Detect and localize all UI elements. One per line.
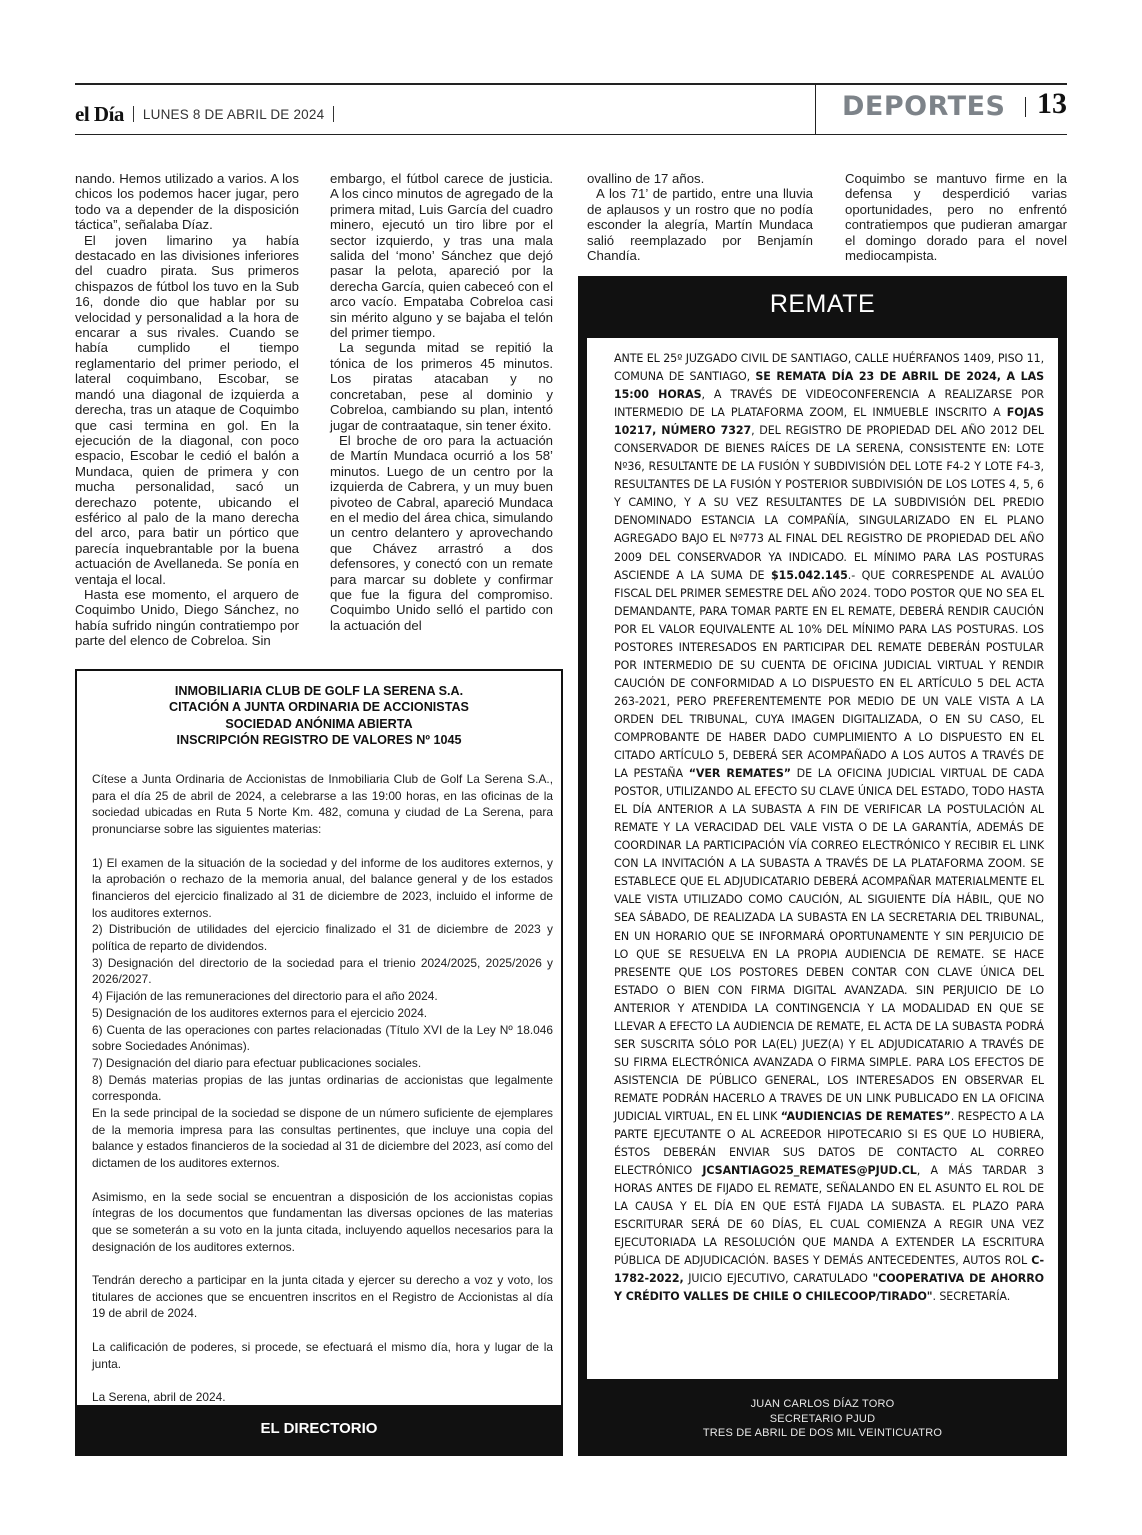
auction-text-bold: SE REMATA DÍA 23 DE ABRIL DE 2024, A LAS 15:00 HORAS	[614, 370, 1045, 402]
auction-text-bold: “AUDIENCIAS DE REMATES”	[780, 1109, 951, 1123]
notice-company: INMOBILIARIA CLUB DE GOLF LA SERENA S.A.	[174, 684, 464, 698]
section-title: DEPORTES	[842, 91, 1006, 122]
auction-text-run: . RESPECTO A LA PARTE EJECUTANTE O AL ACREEDOR HIPOTECARIO SI ES QUE LO HUBIERA, ÉSTOS DEBERÁN ENVIAR SUS DATOS DE CONTACTO AL CORREO ELECTRÓNICO	[614, 1109, 1044, 1178]
agenda-item: 5) Designación de los auditores externos para el ejercicio 2024.	[92, 1005, 428, 1020]
auction-text-bold: FOJAS 10217, NÚMERO 7327	[614, 406, 1044, 438]
notice-body	[92, 771, 553, 1406]
article-column-1	[75, 171, 299, 649]
article-column-3	[587, 171, 813, 263]
auction-title: REMATE	[769, 290, 876, 318]
notice-registry: INSCRIPCIÓN REGISTRO DE VALORES Nº 1045	[176, 733, 462, 748]
auction-text-run: .- QUE CORRESPENDE AL AVALÚO FISCAL DEL PRIMER SEMESTRE DEL AÑO 2024. TODO POSTOR QUE NO SEA EL DEMANDANTE, PARA TOMAR PARTE EN EL REMATE, DEBERÁ RENDIR CAUCIÓN POR EL VALOR EQUIVALENTE AL 10% DEL MÍNIMO PARA LAS POSTURAS. LOS POSTORES INTERESADOS EN PARTICIPAR DEL REMATE DEBERÁN POSTULAR POR INTERMEDIO DE SU CUENTA DE OFICINA JUDICIAL VIRTUAL Y RENDIR CAUCIÓN DE CONFORMIDAD A LO DISPUESTO EN EL ARTÍCULO 5 DEL ACTA 263-2021, PERO PREFERENTEMENTE POR MEDIO DE UN VALE VISTA A LA ORDEN DEL TRIBUNAL, CUYA IMAGEN DIGITALIZADA, O EN SU CASO, EL COMPROBANTE DE HABER DADO CUMPLIMIENTO A LO DISPUESTO EN EL CITADO ARTÍCULO 5, DEBERÁ SER ACOMPAÑADO A LOS AUTOS A TRAVÉS DE LA PESTAÑA	[614, 568, 1044, 781]
signatory-name: JUAN CARLOS DÍAZ TORO	[750, 1398, 895, 1410]
notice-intro: Cítese a Junta Ordinaria de Accionistas de Inmobiliaria Club de Golf La Serena S.A., para el día 25 de abril de 2024, a celebrarse a las 19:00 horas, en las oficinas de la sociedad ubicadas en Ruta 5 Norte Km. 482, comuna y ciudad de La Serena, para pronunciarse sobre las siguientes materias:	[92, 772, 553, 837]
auction-notice	[578, 276, 1067, 1456]
masthead	[75, 102, 343, 126]
signature-date: TRES DE ABRIL DE DOS MIL VEINTICUATRO	[702, 1427, 943, 1439]
article-paragraph: El broche de oro para la actuación de Martín Mundaca ocurrió a los 58’ minutos. Luego de un centro por la izquierda de Cabrera, y un muy buen pivoteo de Cabral, apareció Mundaca en el medio del área chica, simulando un centro delantero y aprovechando que Chávez arrastró a dos defensores, y conectó con un remate para marcar su doblete y confirmar que fue la figura del compromiso. Coquimbo Unido selló el partido con la actuación del	[330, 432, 553, 633]
auction-text-bold: C-1782-2022,	[614, 1254, 1044, 1286]
auction-text-run: JUICIO EJECUTIVO, CARATULADO	[683, 1272, 873, 1286]
agenda-item: 3) Designación del directorio de la sociedad para el trienio 2024/2025, 2025/2026 y 2026/2027.	[92, 955, 553, 987]
notice-citation: CITACIÓN A JUNTA ORDINARIA DE ACCIONISTAS	[169, 700, 469, 715]
article-paragraph: A los 71’ de partido, entre una lluvia de aplausos y un rostro que no podía esconder la alegría, Martín Mundaca salió reemplazado por Benjamín Chandía.	[587, 186, 813, 264]
article-paragraph: embargo, el fútbol carece de justicia. A los cinco minutos de agregado de la primera mitad, Luis García del cuadro minero, ejecutó un tiro libre por el sector izquierdo, y tras una mala salida del ‘mono’ Sánchez que dejó pasar la pelota, apareció por la derecha García, quien cabeceó con el arco vacío. Empataba Cobreloa casi sin mérito alguno y se bajaba el telón del primer tiempo.	[330, 171, 553, 341]
article-paragraph: La segunda mitad se repitió la tónica de los primeros 45 minutos. Los piratas atacaban y no concretaban, pese al dominio y Cobreloa, cambiando su plan, intentó jugar de contraataque, sin tener éxito.	[330, 340, 553, 433]
agenda-item: 2) Distribución de utilidades del ejercicio finalizado el 31 de diciembre de 2023 y política de reparto de dividendos.	[92, 922, 553, 954]
auction-signature	[578, 1397, 1067, 1441]
agenda-item: 7) Designación del diario para efectuar publicaciones sociales.	[92, 1055, 422, 1070]
agenda-item: 6) Cuenta de las operaciones con partes relacionadas (Título XVI de la Ley Nº 18.046 sobre Sociedades Anónimas).	[92, 1022, 553, 1054]
issue-date: LUNES 8 DE ABRIL DE 2024	[142, 106, 325, 122]
agenda-item: 8) Demás materias propias de las juntas ordinarias de accionistas que legalmente corresponda.	[92, 1072, 553, 1104]
notice-place-date: La Serena, abril de 2024.	[92, 1389, 226, 1404]
auction-text-run: , A TRAVÉS DE VIDEOCONFERENCIA A REALIZARSE POR INTERMEDIO DE LA PLATAFORMA ZOOM, EL INMUEBLE INSCRITO A	[614, 388, 1044, 420]
article-paragraph: nando. Hemos utilizado a varios. A los chicos los podemos hacer jugar, pero todo va a depender de la disposición táctica”, señalaba Díaz.	[75, 171, 299, 233]
notice-heading	[77, 683, 561, 749]
article-paragraph: ovallino de 17 años.	[587, 171, 705, 186]
signatory-title: SECRETARIO PJUD	[769, 1412, 876, 1425]
auction-text-run: ANTE EL 25º JUZGADO CIVIL DE SANTIAGO, CALLE HUÉRFANOS 1409, PISO 11, COMUNA DE SANTIAGO,	[614, 352, 1044, 384]
auction-text-bold: JCSANTIAGO25_REMATES@PJUD.CL	[702, 1164, 917, 1178]
notice-paragraph: En la sede principal de la sociedad se dispone de un número suficiente de ejemplares de la memoria impresa para las consultas pertinentes, que incluye una copia del balance y estados financieros de la sociedad al 31 de diciembre del 2023, así como del dictamen de los auditores externos.	[92, 1106, 553, 1171]
auction-text	[614, 350, 1044, 1306]
article-paragraph: Hasta ese momento, el arquero de Coquimbo Unido, Diego Sánchez, no había sufrido ningún contratiempo por parte del elenco de Cobreloa. Sin	[75, 586, 299, 649]
auction-text-run: , A MÁS TARDAR 3 HORAS ANTES DE FIJADO EL REMATE, SEÑALANDO EN EL ASUNTO EL ROL DE LA CAUSA Y EL DÍA EN QUE ESTÁ FIJADA LA SUBASTA. EL PLAZO PARA ESCRITURAR SERÁ DE 60 DÍAS, EL CUAL COMIENZA A REGIR UNA VEZ EJECUTORIADA LA RESOLUCIÓN QUE MANDA A EXTENDER LA ESCRITURA PÚBLICA DE ADJUDICACIÓN. BASES Y DEMÁS ANTECEDENTES, AUTOS ROL	[614, 1164, 1044, 1268]
notice-paragraph: Tendrán derecho a participar en la junta citada y ejercer su derecho a voz y voto, los titulares de acciones que se encuentren inscritos en el Registro de Accionistas al día 19 de abril de 2024.	[92, 1273, 553, 1321]
auction-text-bold: $15.042.145	[770, 568, 848, 582]
agenda-item: 4) Fijación de las remuneraciones del directorio para el año 2024.	[92, 989, 438, 1004]
notice-paragraph: Asimismo, en la sede social se encuentran a disposición de los accionistas copias íntegras de los documentos que fundamentan las diversas opciones de las materias que se someterán a su voto en la junta citada, incluyendo aquellos necesarios para la designación de los auditores externos.	[92, 1189, 553, 1254]
header-separator	[333, 106, 334, 122]
auction-text-bold: "COOPERATIVA DE AHORRO Y CRÉDITO VALLES DE CHILE O CHILECOOP/TIRADO"	[614, 1272, 1044, 1304]
page-number: 13	[1037, 87, 1067, 120]
shareholders-meeting-notice	[75, 669, 563, 1456]
auction-text-bold: “VER REMATES”	[688, 767, 791, 781]
page-number-separator	[1025, 97, 1026, 117]
notice-paragraph: La calificación de poderes, si procede, se efectuará el mismo día, hora y lugar de la junta.	[92, 1339, 553, 1371]
auction-body-box	[587, 338, 1058, 1379]
auction-text-run: . SECRETARÍA.	[932, 1290, 1011, 1304]
article-column-2	[330, 171, 553, 633]
agenda-item: 1) El examen de la situación de la sociedad y del informe de los auditores externos, y la aprobación o rechazo de la memoria anual, del balance general y de los estados financieros del ejercicio finalizado al 31 de diciembre de 2023, incluido el informe de los auditores externos.	[92, 855, 553, 920]
header-divider	[815, 84, 816, 135]
header-separator	[133, 106, 134, 122]
article-column-4	[845, 171, 1067, 263]
article-paragraph: El joven limarino ya había destacado en las divisiones inferiores del cuadro pirata. Sus primeros chispazos de fútbol los tuvo en la Sub 16, donde dio que hablar por su velocidad y personalidad a la hora de encarar a sus rivales. Cuando se había cumplido el tiempo reglamentario del primer periodo, el lateral coquimbano, Escobar, se mandó una diagonal de izquierda a derecha, tras un ataque de Coquimbo que casi termina en gol. En la ejecución de la diagonal, con poco espacio, Escobar le cedió el balón a Mundaca, quien de primera y con mucha personalidad, sacó un derechazo potente, ubicando el esférico al palo de la mano derecha del arco, para batir un pórtico que parecía inquebrantable por la buena actuación de Avellaneda. Se ponía en ventaja el local.	[75, 232, 299, 587]
header-bottom-rule	[75, 134, 1067, 135]
header-top-rule	[75, 83, 1067, 85]
article-paragraph: Coquimbo se mantuvo firme en la defensa y desperdició varias oportunidades, pero no enfrentó contratiempos que pudieran amargar el domingo dorado para el novel mediocampista.	[845, 171, 1067, 264]
notice-company-type: SOCIEDAD ANÓNIMA ABIERTA	[225, 716, 413, 731]
auction-text-run: DE LA OFICINA JUDICIAL VIRTUAL DE CADA POSTOR, UTILIZANDO AL EFECTO SU CLAVE ÚNICA DEL ESTADO, TODO HASTA EL DÍA ANTERIOR A LA SUBASTA A FIN DE VERIFICAR LA POSTULACIÓN AL REMATE Y LA VERACIDAD DEL VALE VISTA O DE LA GARANTÍA, ADEMÁS DE COORDINAR LA PARTICIPACIÓN VÍA CORREO ELECTRÓNICO Y RECIBIR EL LINK CON LA INVITACIÓN A LA SUBASTA A TRAVÉS DE LA PLATAFORMA ZOOM. SE ESTABLECE QUE EL ADJUDICATARIO DEBERÁ ACOMPAÑAR MATERIALMENTE EL VALE VISTA UTILIZADO COMO CAUCIÓN, AL SIGUIENTE DÍA HÁBIL, QUE NO SEA SÁBADO, DE REALIZADA LA SUBASTA EN LA SECRETARIA DEL TRIBUNAL, EN UN HORARIO QUE SE INFORMARÁ OPORTUNAMENTE Y SIN PERJUICIO DE LO QUE SE RESUELVA EN LA PROPIA AUDIENCIA DE REMATE. SE HACE PRESENTE QUE LOS POSTORES DEBEN CONTAR CON CLAVE ÚNICA DEL ESTADO O BIEN CON FIRMA DIGITAL AVANZADA. SIN PERJUICIO DE LO ANTERIOR Y ATENDIDA LA CONTINGENCIA Y LA MODALIDAD EN QUE SE LLEVAR A EFECTO LA AUDIENCIA DE REMATE, EL ACTA DE LA SUBASTA PODRÁ SER SUSCRITA SÓLO POR LA(EL) JUEZ(A) Y EL ADJUDICATARIO A TRAVÉS DE SU FIRMA ELECTRÓNICA AVANZADA O FIRMA SIMPLE. PARA LOS EFECTOS DE ASISTENCIA DE PÚBLICO GENERAL, LOS INTERESADOS EN OBSERVAR EL REMATE PODRÁN HACERLO A TRAVES DE UN LINK PUBLICADO EN LA OFICINA JUDICIAL VIRTUAL, EN EL LINK	[614, 767, 1044, 1123]
auction-text-run: , DEL REGISTRO DE PROPIEDAD DEL AÑO 2012 DEL CONSERVADOR DE BIENES RAÍCES DE LA SERENA, CONSISTENTE EN: LOTE Nº36, RESULTANTE DE LA FUSIÓN Y SUBDIVISIÓN DEL LOTE F4-2 Y LOTE F4-3, RESULTANTES DE LA FUSIÓN Y POSTERIOR SUBDIVISIÓN DE LOS LOTES 4, 5, 6 Y CAMINO, Y A SU VEZ RESULTANTES DE LA SUBDIVISIÓN DEL PREDIO DENOMINADO ESTANCIA LA COMPAÑÍA, SINGULARIZADO EN EL PLANO AGREGADO BAJO EL Nº773 AL FINAL DEL REGISTRO DE PROPIEDAD DEL AÑO 2009 DEL CONSERVADOR YA INDICADO. EL MÍNIMO PARA LAS POSTURAS ASCIENDE A LA SUMA DE	[614, 424, 1044, 582]
newspaper-logo: el Día	[75, 101, 124, 126]
notice-signature: EL DIRECTORIO	[77, 1405, 561, 1454]
